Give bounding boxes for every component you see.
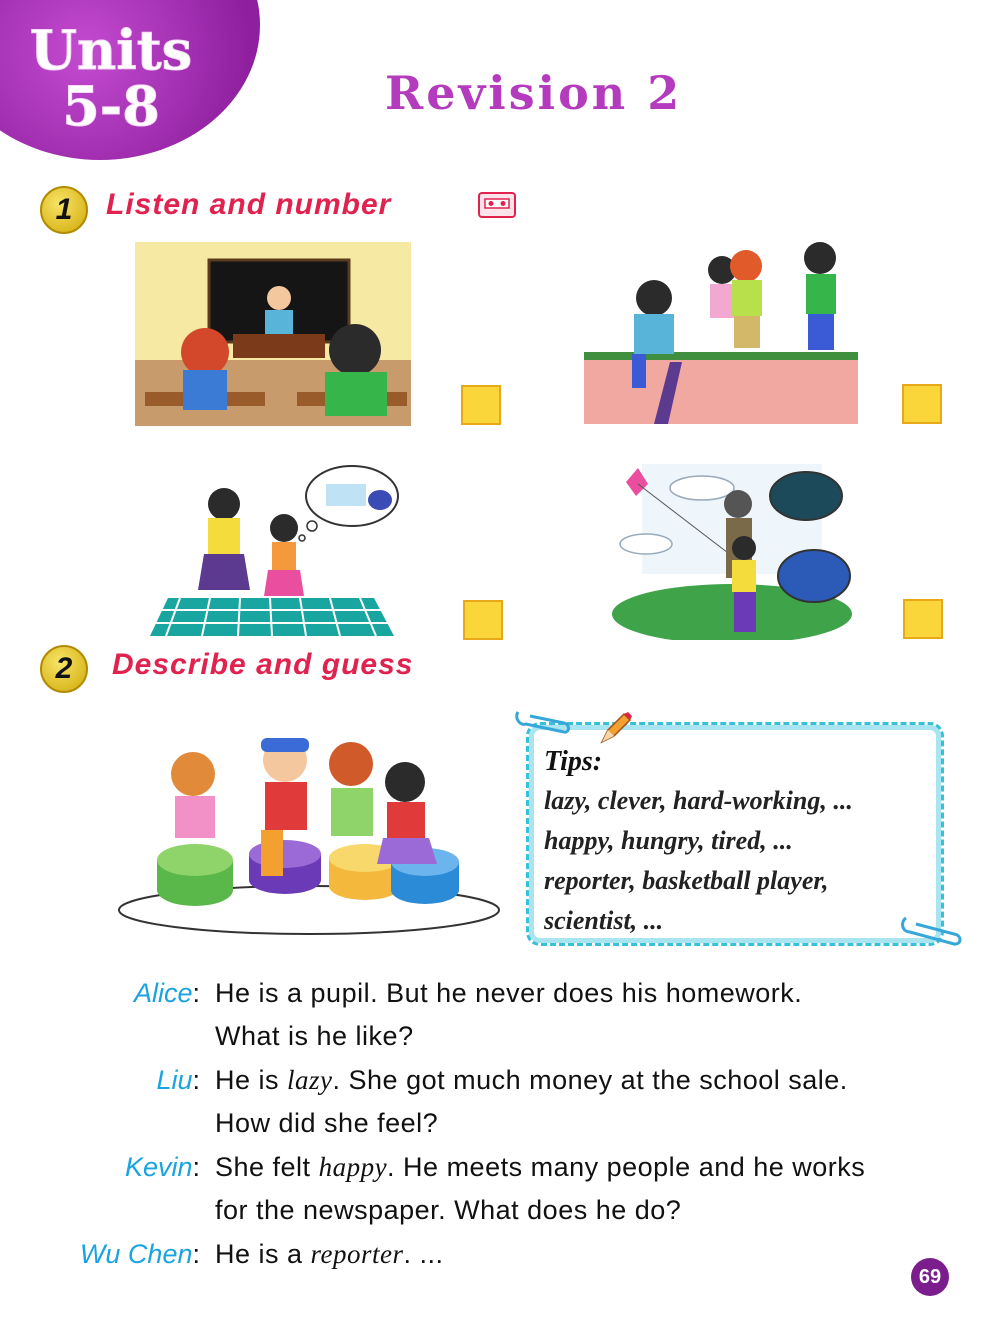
- tips-title: Tips:: [544, 746, 603, 777]
- paperclip-icon-bottom: [898, 910, 964, 950]
- speaker-kevin: Kevin:: [124, 1152, 200, 1182]
- dialogue-line: How did she feel?: [215, 1108, 439, 1138]
- section-1-heading: Listen and number: [106, 188, 392, 221]
- classroom-picture: [135, 242, 411, 426]
- dialogue-line: What is he like?: [215, 1021, 414, 1051]
- answer-box-1[interactable]: [461, 385, 501, 425]
- dialogue-line: for the newspaper. What does he do?: [215, 1195, 682, 1225]
- dialogue-line: He is a reporter. ...: [215, 1239, 444, 1269]
- kite-park-picture: [612, 464, 852, 640]
- answer-box-3[interactable]: [463, 600, 503, 640]
- units-line-1: Units: [29, 18, 193, 82]
- dialogue-line: He is a pupil. But he never does his homework.: [215, 978, 803, 1008]
- speaker-wu-chen: Wu Chen:: [79, 1239, 200, 1269]
- paperclip-icon: [512, 704, 572, 738]
- girls-thinking-picture: [140, 460, 404, 640]
- units-label: [6, 18, 216, 138]
- speaker-alice: Alice:: [133, 978, 200, 1008]
- tips-line-1: lazy, clever, hard-working, ...: [544, 786, 853, 815]
- dialogue-line: He is lazy. She got much money at the school sale.: [215, 1065, 848, 1095]
- speaker-liu: Liu:: [156, 1065, 200, 1095]
- children-sitting-picture: [115, 732, 503, 938]
- units-line-2: 5-8: [62, 74, 160, 138]
- long-jump-picture: [584, 240, 858, 424]
- pencil-icon: [594, 708, 634, 748]
- section-1-number: 1: [40, 186, 88, 234]
- page-title: Revision 2: [385, 66, 683, 120]
- answer-box-2[interactable]: [902, 384, 942, 424]
- page-number: 69: [911, 1258, 949, 1296]
- tips-line-3: reporter, basketball player,: [544, 866, 829, 895]
- section-2-number: 2: [40, 645, 88, 693]
- tips-line-2: happy, hungry, tired, ...: [544, 826, 793, 855]
- tips-line-4: scientist, ...: [544, 906, 664, 935]
- answer-box-4[interactable]: [903, 599, 943, 639]
- dialogue-line: She felt happy. He meets many people and he works: [215, 1152, 866, 1182]
- section-2-heading: Describe and guess: [112, 648, 414, 681]
- cassette-tape-icon: [478, 192, 516, 218]
